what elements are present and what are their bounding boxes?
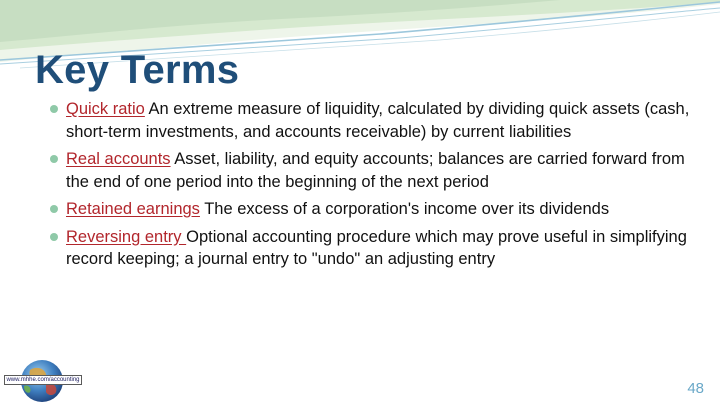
bullet-icon [50, 105, 58, 113]
term-name[interactable]: Real accounts [66, 150, 171, 168]
term-definition: The excess of a corporation's income over its dividends [199, 200, 610, 218]
logo-url-text: www.mhhe.com/accounting [4, 375, 82, 385]
term-item-reversing-entry [46, 226, 710, 271]
term-item-real-accounts [46, 148, 710, 193]
bullet-icon [50, 205, 58, 213]
term-definition: Optional accounting procedure which may prove useful in simplifying record keeping; a journal entry to "undo" an adjusting entry [66, 227, 687, 268]
term-definition: Asset, liability, and equity accounts; balances are carried forward from the end of one period into the beginning of the next period [66, 150, 685, 191]
term-definition: An extreme measure of liquidity, calculated by dividing quick assets (cash, short-term investments, and accounts receivable) by current liabilities [66, 100, 690, 141]
term-item-retained-earnings [46, 198, 710, 221]
slide-title: Key Terms [35, 48, 240, 92]
term-item-quick-ratio [46, 98, 710, 143]
term-name[interactable]: Retained earnings [66, 200, 200, 218]
bullet-icon [50, 233, 58, 241]
page-number: 48 [687, 380, 704, 397]
term-name[interactable]: Quick ratio [66, 100, 145, 118]
term-name[interactable]: Reversing entry [66, 227, 187, 246]
key-terms-list [46, 98, 710, 276]
bullet-icon [50, 155, 58, 163]
